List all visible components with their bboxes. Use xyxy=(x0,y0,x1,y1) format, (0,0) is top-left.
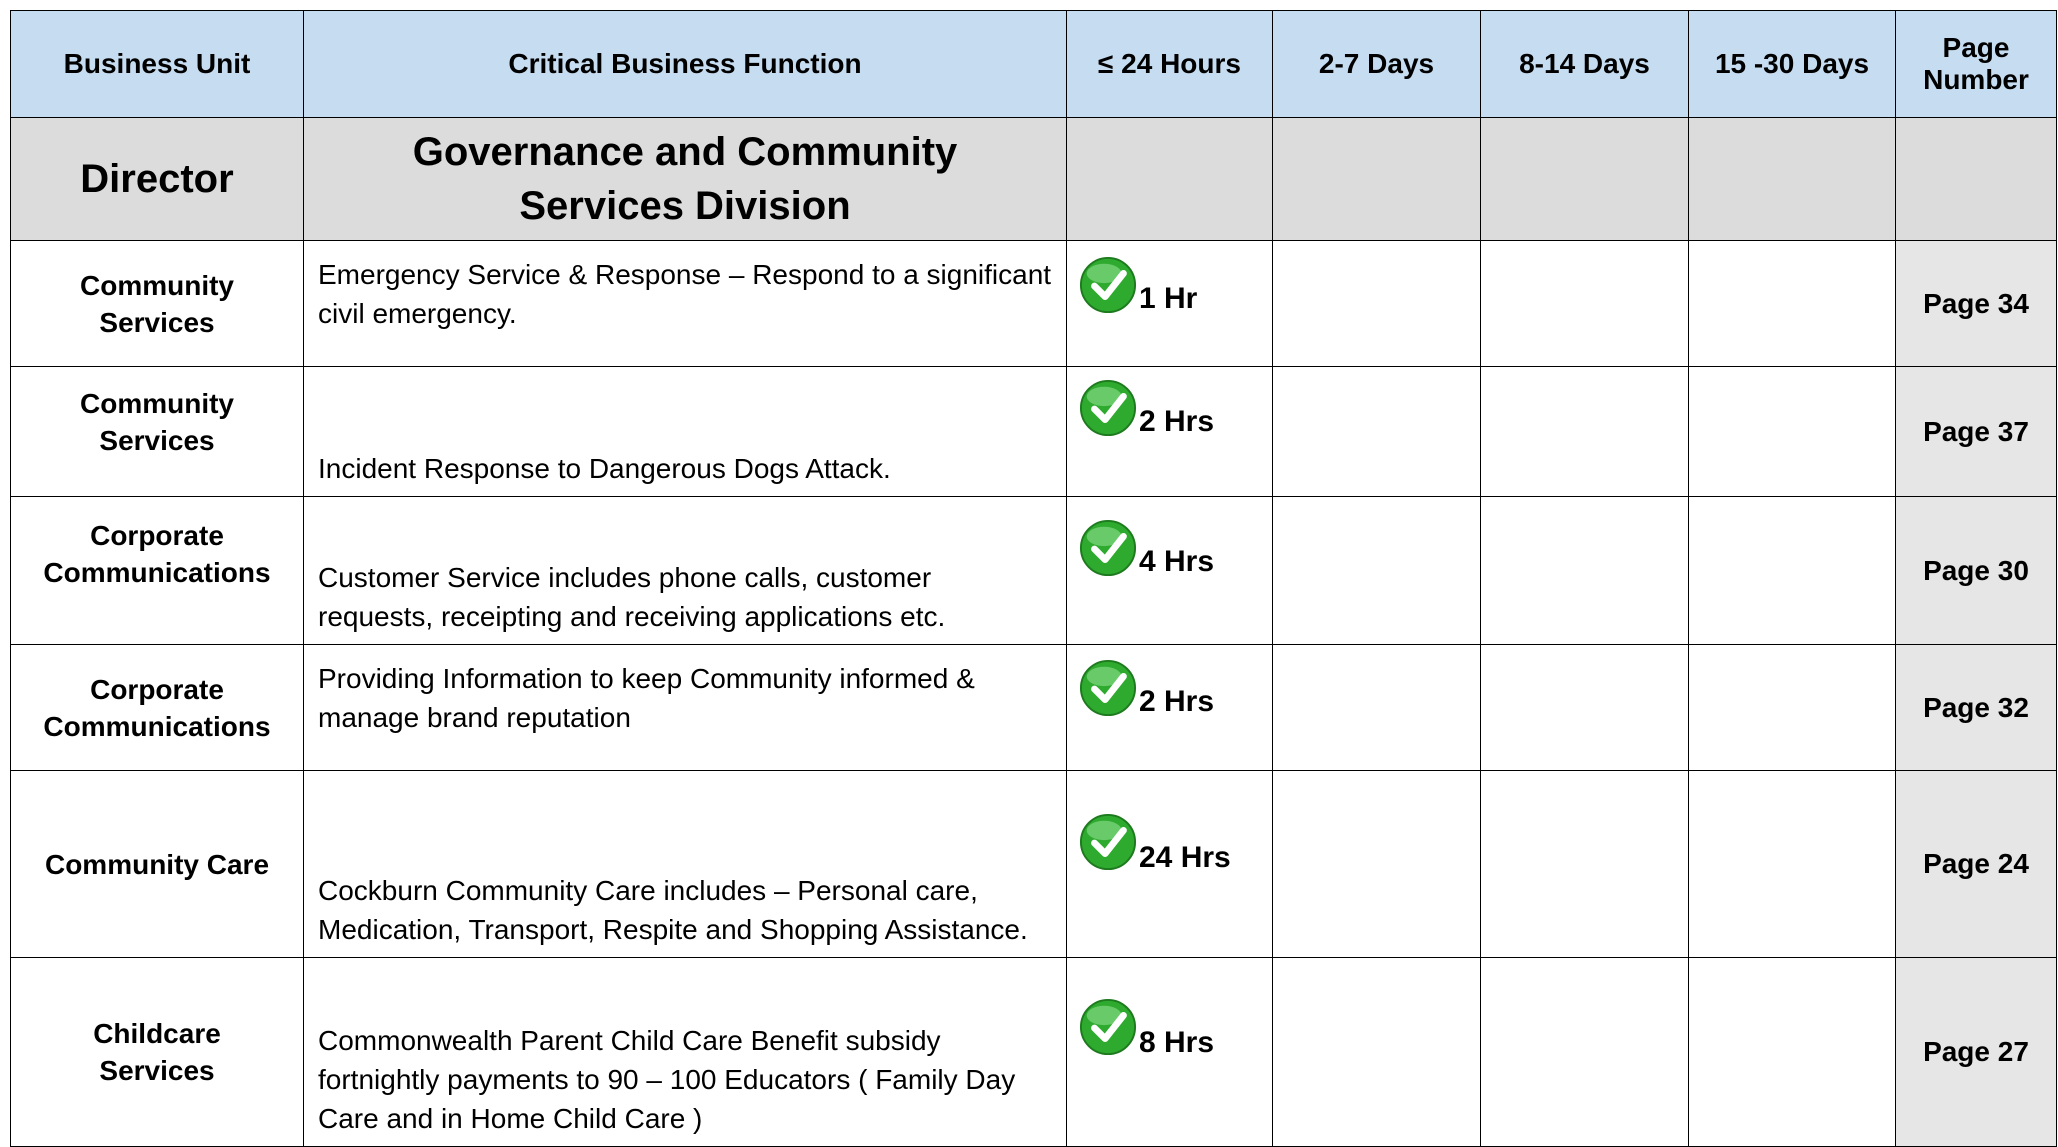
unit-line1: Childcare xyxy=(93,1018,221,1049)
green-checkmark-icon xyxy=(1079,998,1137,1056)
green-checkmark-icon xyxy=(1079,256,1137,314)
cell-15-30 xyxy=(1689,771,1896,958)
cell-15-30 xyxy=(1689,241,1896,367)
director-cell-15-30 xyxy=(1689,118,1896,241)
cell-2-7 xyxy=(1273,497,1481,645)
function-cell: Incident Response to Dangerous Dogs Attack. xyxy=(304,367,1067,497)
director-cell-8-14 xyxy=(1481,118,1689,241)
header-page-number xyxy=(1896,11,2057,118)
cell-2-7 xyxy=(1273,771,1481,958)
function-cell: Cockburn Community Care includes – Personal care, Medication, Transport, Respite and Shopping Assistance. xyxy=(304,771,1067,958)
cell-2-7 xyxy=(1273,958,1481,1147)
page-number-cell: Page 27 xyxy=(1896,958,2057,1147)
unit-line2: Services xyxy=(99,425,215,456)
green-checkmark-icon xyxy=(1079,813,1137,871)
header-business-unit: Business Unit xyxy=(11,11,304,118)
director-cell-page xyxy=(1896,118,2057,241)
hours-cell xyxy=(1067,497,1273,645)
cell-8-14 xyxy=(1481,771,1689,958)
business-unit-cell xyxy=(11,771,304,958)
header-24-hours: ≤ 24 Hours xyxy=(1067,11,1273,118)
business-unit-cell xyxy=(11,958,304,1147)
hours-cell xyxy=(1067,771,1273,958)
unit-line2: Communications xyxy=(43,710,271,742)
division-title-line2: Services Division xyxy=(519,184,851,228)
table-row xyxy=(11,497,2057,645)
cell-8-14 xyxy=(1481,497,1689,645)
director-cell-2-7 xyxy=(1273,118,1481,241)
page-number-cell: Page 24 xyxy=(1896,771,2057,958)
function-cell: Commonwealth Parent Child Care Benefit subsidy fortnightly payments to 90 – 100 Educators ( Family Day Care and in Home Child Care ) xyxy=(304,958,1067,1147)
business-unit-cell xyxy=(11,241,304,367)
director-cell-24h xyxy=(1067,118,1273,241)
cell-8-14 xyxy=(1481,241,1689,367)
header-2-7-days: 2-7 Days xyxy=(1273,11,1481,118)
recovery-time-label: 1 Hr xyxy=(1139,282,1198,315)
cell-15-30 xyxy=(1689,958,1896,1147)
director-row xyxy=(11,118,2057,241)
unit-line1: Corporate xyxy=(90,520,224,551)
cell-2-7 xyxy=(1273,241,1481,367)
recovery-time-label: 4 Hrs xyxy=(1139,545,1215,578)
business-unit-cell xyxy=(11,497,304,645)
unit-line2: Communications xyxy=(43,557,271,588)
unit-line1: Corporate xyxy=(90,673,224,705)
business-unit-cell xyxy=(11,645,304,771)
recovery-time-label: 2 Hrs xyxy=(1139,405,1215,438)
recovery-time-label: 24 Hrs xyxy=(1139,841,1231,874)
table-row xyxy=(11,958,2057,1147)
page-number-cell: Page 34 xyxy=(1896,241,2057,367)
cell-8-14 xyxy=(1481,958,1689,1147)
header-8-14-days: 8-14 Days xyxy=(1481,11,1689,118)
cell-15-30 xyxy=(1689,645,1896,771)
green-checkmark-icon xyxy=(1079,519,1137,577)
unit-line2: Services xyxy=(99,1055,215,1086)
business-unit-cell xyxy=(11,367,304,497)
hours-cell xyxy=(1067,367,1273,497)
critical-functions-table xyxy=(10,10,2057,1147)
function-cell: Customer Service includes phone calls, customer requests, receipting and receiving applications etc. xyxy=(304,497,1067,645)
unit-line1: Community xyxy=(80,388,234,419)
cell-2-7 xyxy=(1273,367,1481,497)
header-page-line2: Number xyxy=(1923,64,2029,95)
green-checkmark-icon xyxy=(1079,659,1137,717)
hours-cell xyxy=(1067,645,1273,771)
hours-cell xyxy=(1067,958,1273,1147)
function-cell: Emergency Service & Response – Respond to a significant civil emergency. xyxy=(304,241,1067,367)
header-15-30-days: 15 -30 Days xyxy=(1689,11,1896,118)
function-cell: Providing Information to keep Community informed & manage brand reputation xyxy=(304,645,1067,771)
recovery-time-label: 2 Hrs xyxy=(1139,685,1215,718)
unit-line1: Community Care xyxy=(44,848,270,880)
header-critical-function: Critical Business Function xyxy=(304,11,1067,118)
director-unit: Director xyxy=(11,118,304,241)
header-page-line1: Page xyxy=(1942,32,2010,63)
header-row xyxy=(11,11,2057,118)
unit-line1: Community xyxy=(80,269,234,301)
table-row xyxy=(11,771,2057,958)
hours-cell xyxy=(1067,241,1273,367)
division-title xyxy=(304,118,1067,241)
table-row xyxy=(11,367,2057,497)
table-row xyxy=(11,241,2057,367)
cell-8-14 xyxy=(1481,367,1689,497)
cell-2-7 xyxy=(1273,645,1481,771)
cell-15-30 xyxy=(1689,497,1896,645)
page-number-cell: Page 30 xyxy=(1896,497,2057,645)
unit-line2: Services xyxy=(99,306,215,338)
page-number-cell: Page 32 xyxy=(1896,645,2057,771)
cell-8-14 xyxy=(1481,645,1689,771)
division-title-line1: Governance and Community xyxy=(412,130,958,174)
recovery-time-label: 8 Hrs xyxy=(1139,1026,1215,1059)
green-checkmark-icon xyxy=(1079,379,1137,437)
cell-15-30 xyxy=(1689,367,1896,497)
page-number-cell: Page 37 xyxy=(1896,367,2057,497)
table-row xyxy=(11,645,2057,771)
